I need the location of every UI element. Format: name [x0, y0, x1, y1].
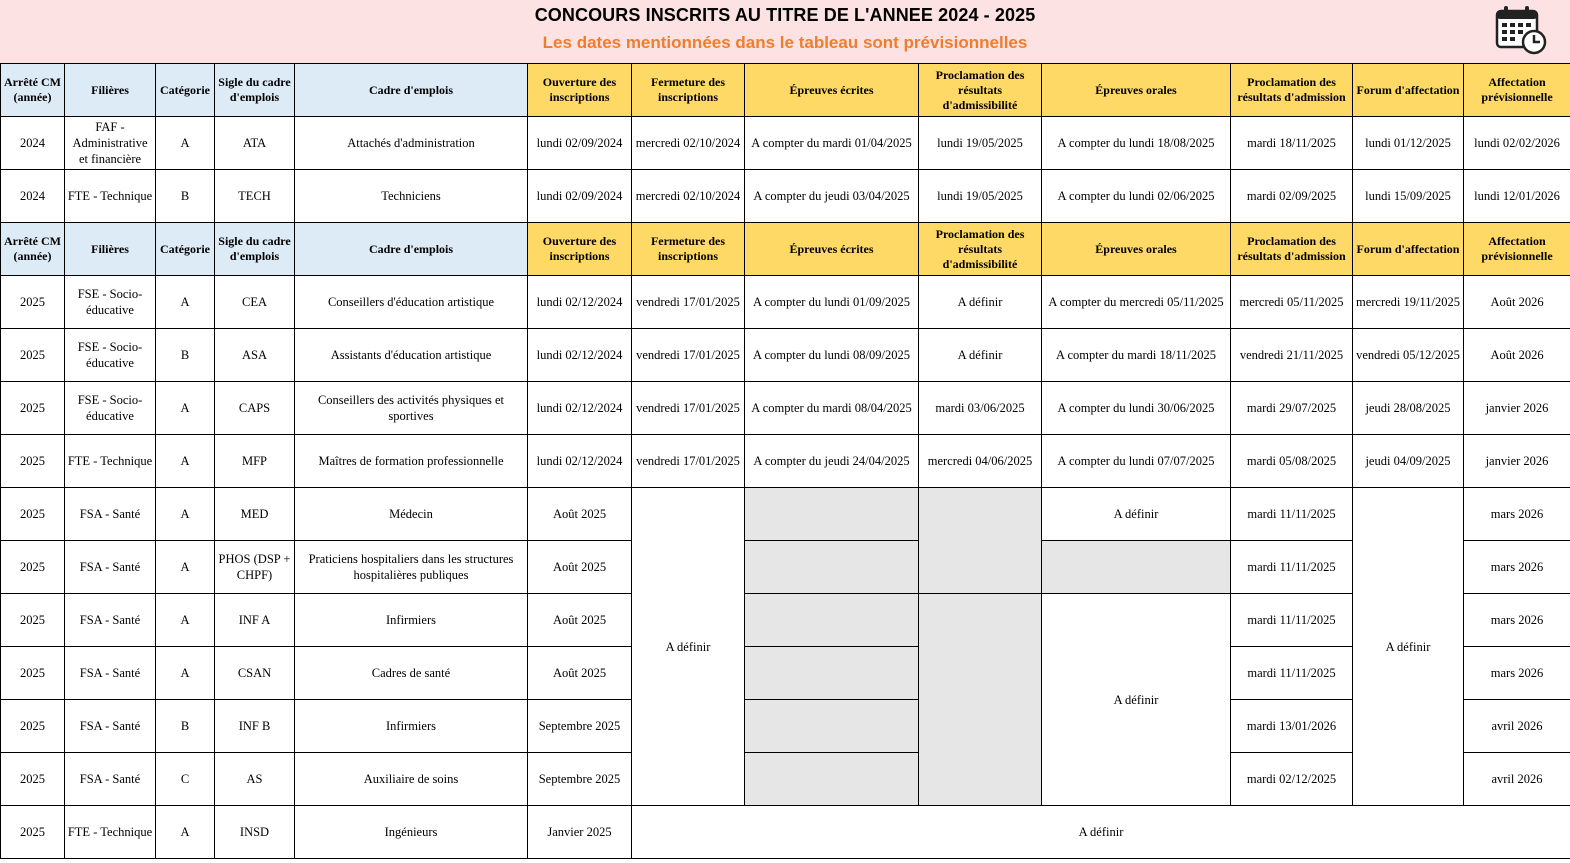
column-header: Arrêté CM (année)	[1, 223, 65, 276]
table-cell: PHOS (DSP + CHPF)	[215, 541, 295, 594]
table-cell: FSA - Santé	[65, 488, 156, 541]
table-cell: Août 2025	[528, 541, 632, 594]
table-row	[1, 488, 1570, 541]
empty-cell	[745, 700, 919, 753]
table-cell: FSA - Santé	[65, 594, 156, 647]
empty-cell	[919, 594, 1042, 806]
table-cell: A	[156, 382, 215, 435]
table-cell: A compter du lundi 08/09/2025	[745, 329, 919, 382]
table-cell: 2025	[1, 276, 65, 329]
table-cell: lundi 02/09/2024	[528, 117, 632, 170]
table-cell: lundi 19/05/2025	[919, 117, 1042, 170]
table-cell: mars 2026	[1464, 488, 1570, 541]
calendar-clock-icon	[1494, 5, 1548, 55]
table-cell: mars 2026	[1464, 647, 1570, 700]
table-cell: 2024	[1, 170, 65, 223]
table-cell: FTE - Technique	[65, 170, 156, 223]
table-cell: mardi 03/06/2025	[919, 382, 1042, 435]
table-cell: mardi 11/11/2025	[1231, 541, 1353, 594]
table-cell: lundi 02/12/2024	[528, 276, 632, 329]
table-cell: B	[156, 700, 215, 753]
table-row	[1, 700, 1570, 753]
table-cell: janvier 2026	[1464, 435, 1570, 488]
table-cell: mercredi 02/10/2024	[632, 117, 745, 170]
table-cell: vendredi 05/12/2025	[1353, 329, 1464, 382]
table-cell: 2024	[1, 117, 65, 170]
table-cell: lundi 01/12/2025	[1353, 117, 1464, 170]
table-cell: A compter du lundi 07/07/2025	[1042, 435, 1231, 488]
table-cell: vendredi 17/01/2025	[632, 435, 745, 488]
table-cell: Maîtres de formation professionnelle	[295, 435, 528, 488]
column-header: Proclamation des résultats d'admission	[1231, 64, 1353, 117]
table-cell: Médecin	[295, 488, 528, 541]
table-cell: FTE - Technique	[65, 806, 156, 859]
column-header: Catégorie	[156, 64, 215, 117]
table-cell: FSE - Socio-éducative	[65, 329, 156, 382]
table-row	[1, 117, 1570, 170]
table-cell: Janvier 2025	[528, 806, 632, 859]
column-header: Cadre d'emplois	[295, 223, 528, 276]
table-row	[1, 382, 1570, 435]
column-header: Affectation prévisionnelle	[1464, 64, 1570, 117]
table-cell: A	[156, 276, 215, 329]
column-header: Fermeture des inscriptions	[632, 223, 745, 276]
table-row	[1, 806, 1570, 859]
merged-cell: A définir	[1042, 488, 1231, 541]
table-cell: mardi 29/07/2025	[1231, 382, 1353, 435]
table-cell: Août 2026	[1464, 276, 1570, 329]
table-cell: A compter du jeudi 03/04/2025	[745, 170, 919, 223]
table-cell: A	[156, 541, 215, 594]
table-cell: mardi 11/11/2025	[1231, 647, 1353, 700]
column-header: Fermeture des inscriptions	[632, 64, 745, 117]
table-cell: A	[156, 647, 215, 700]
table-cell: jeudi 28/08/2025	[1353, 382, 1464, 435]
table-cell: vendredi 17/01/2025	[632, 276, 745, 329]
column-header: Forum d'affectation	[1353, 64, 1464, 117]
table-cell: Praticiens hospitaliers dans les structures hospitalières publiques	[295, 541, 528, 594]
column-header: Épreuves écrites	[745, 223, 919, 276]
page-subtitle: Les dates mentionnées dans le tableau sont prévisionnelles	[542, 33, 1028, 52]
table-cell: mardi 11/11/2025	[1231, 488, 1353, 541]
table-cell: jeudi 04/09/2025	[1353, 435, 1464, 488]
column-header: Épreuves orales	[1042, 64, 1231, 117]
table-row	[1, 276, 1570, 329]
table-row	[1, 170, 1570, 223]
column-header: Arrêté CM (année)	[1, 64, 65, 117]
table-cell: MED	[215, 488, 295, 541]
table-cell: mardi 02/12/2025	[1231, 753, 1353, 806]
table-cell: CEA	[215, 276, 295, 329]
table-cell: Cadres de santé	[295, 647, 528, 700]
header-row	[1, 64, 1570, 117]
column-header: Proclamation des résultats d'admissibilité	[919, 223, 1042, 276]
table-cell: A compter du mercredi 05/11/2025	[1042, 276, 1231, 329]
table-cell: mardi 05/08/2025	[1231, 435, 1353, 488]
table-cell: Infirmiers	[295, 700, 528, 753]
table-cell: vendredi 17/01/2025	[632, 382, 745, 435]
table-cell: CSAN	[215, 647, 295, 700]
merged-cell: A définir	[1353, 488, 1464, 806]
table-cell: A définir	[919, 329, 1042, 382]
column-header: Filières	[65, 223, 156, 276]
table-cell: 2025	[1, 753, 65, 806]
table-cell: avril 2026	[1464, 753, 1570, 806]
column-header: Proclamation des résultats d'admissibilité	[919, 64, 1042, 117]
table-row	[1, 541, 1570, 594]
column-header: Cadre d'emplois	[295, 64, 528, 117]
table-cell: INF A	[215, 594, 295, 647]
table-cell: 2025	[1, 541, 65, 594]
table-cell: A	[156, 435, 215, 488]
merged-cell: A définir	[632, 806, 1570, 859]
table-cell: lundi 02/12/2024	[528, 329, 632, 382]
empty-cell	[919, 488, 1042, 594]
column-header: Ouverture des inscriptions	[528, 223, 632, 276]
table-cell: lundi 02/12/2024	[528, 382, 632, 435]
table-cell: FSA - Santé	[65, 541, 156, 594]
table-cell: mars 2026	[1464, 594, 1570, 647]
column-header: Filières	[65, 64, 156, 117]
table-cell: avril 2026	[1464, 700, 1570, 753]
table-cell: lundi 19/05/2025	[919, 170, 1042, 223]
table-cell: vendredi 21/11/2025	[1231, 329, 1353, 382]
table-cell: FSA - Santé	[65, 700, 156, 753]
empty-cell	[745, 594, 919, 647]
table-cell: FSA - Santé	[65, 753, 156, 806]
table-cell: A	[156, 117, 215, 170]
table-cell: FSE - Socio-éducative	[65, 276, 156, 329]
table-cell: FSE - Socio-éducative	[65, 382, 156, 435]
table-cell: mardi 11/11/2025	[1231, 594, 1353, 647]
table-cell: lundi 15/09/2025	[1353, 170, 1464, 223]
column-header: Épreuves écrites	[745, 64, 919, 117]
table-cell: mars 2026	[1464, 541, 1570, 594]
column-header: Catégorie	[156, 223, 215, 276]
table-cell: A compter du mardi 01/04/2025	[745, 117, 919, 170]
table-cell: mardi 13/01/2026	[1231, 700, 1353, 753]
table-cell: A compter du lundi 18/08/2025	[1042, 117, 1231, 170]
table-cell: Septembre 2025	[528, 753, 632, 806]
table-cell: B	[156, 329, 215, 382]
table-cell: FTE - Technique	[65, 435, 156, 488]
table-cell: Assistants d'éducation artistique	[295, 329, 528, 382]
table-cell: Auxiliaire de soins	[295, 753, 528, 806]
table-cell: Août 2026	[1464, 329, 1570, 382]
column-header: Épreuves orales	[1042, 223, 1231, 276]
empty-cell	[745, 488, 919, 541]
table-cell: A	[156, 806, 215, 859]
table-cell: FSA - Santé	[65, 647, 156, 700]
table-cell: lundi 02/02/2026	[1464, 117, 1570, 170]
table-cell: INSD	[215, 806, 295, 859]
table-cell: mercredi 19/11/2025	[1353, 276, 1464, 329]
table-cell: A compter du jeudi 24/04/2025	[745, 435, 919, 488]
table-cell: vendredi 17/01/2025	[632, 329, 745, 382]
table-cell: A compter du lundi 01/09/2025	[745, 276, 919, 329]
column-header: Sigle du cadre d'emplois	[215, 64, 295, 117]
merged-cell: A définir	[1042, 594, 1231, 806]
table-row	[1, 753, 1570, 806]
table-cell: Septembre 2025	[528, 700, 632, 753]
table-cell: A	[156, 594, 215, 647]
table-cell: lundi 02/09/2024	[528, 170, 632, 223]
table-cell: lundi 02/12/2024	[528, 435, 632, 488]
table-cell: mercredi 05/11/2025	[1231, 276, 1353, 329]
table-cell: C	[156, 753, 215, 806]
table-cell: 2025	[1, 488, 65, 541]
table-cell: Attachés d'administration	[295, 117, 528, 170]
table-cell: A définir	[919, 276, 1042, 329]
page-banner	[0, 0, 1570, 63]
merged-cell: A définir	[632, 488, 745, 806]
table-cell: 2025	[1, 806, 65, 859]
table-cell: Conseillers d'éducation artistique	[295, 276, 528, 329]
table-cell: Août 2025	[528, 647, 632, 700]
table-row	[1, 329, 1570, 382]
table-cell: B	[156, 170, 215, 223]
column-header: Forum d'affectation	[1353, 223, 1464, 276]
table-cell: lundi 12/01/2026	[1464, 170, 1570, 223]
table-cell: INF B	[215, 700, 295, 753]
table-cell: CAPS	[215, 382, 295, 435]
table-cell: Août 2025	[528, 488, 632, 541]
table-cell: 2025	[1, 647, 65, 700]
column-header: Proclamation des résultats d'admission	[1231, 223, 1353, 276]
table-cell: ATA	[215, 117, 295, 170]
table-cell: AS	[215, 753, 295, 806]
table-cell: ASA	[215, 329, 295, 382]
table-cell: mercredi 02/10/2024	[632, 170, 745, 223]
header-row	[1, 223, 1570, 276]
table-cell: A	[156, 488, 215, 541]
column-header: Sigle du cadre d'emplois	[215, 223, 295, 276]
table-cell: mardi 02/09/2025	[1231, 170, 1353, 223]
table-cell: Techniciens	[295, 170, 528, 223]
table-row	[1, 594, 1570, 647]
table-cell: MFP	[215, 435, 295, 488]
table-cell: A compter du lundi 02/06/2025	[1042, 170, 1231, 223]
table-cell: 2025	[1, 700, 65, 753]
empty-cell	[745, 541, 919, 594]
table-row	[1, 435, 1570, 488]
empty-cell	[745, 753, 919, 806]
table-cell: janvier 2026	[1464, 382, 1570, 435]
table-cell: Infirmiers	[295, 594, 528, 647]
table-row	[1, 647, 1570, 700]
table-cell: A compter du lundi 30/06/2025	[1042, 382, 1231, 435]
table-cell: 2025	[1, 329, 65, 382]
table-cell: mardi 18/11/2025	[1231, 117, 1353, 170]
empty-cell	[745, 647, 919, 700]
column-header: Affectation prévisionnelle	[1464, 223, 1570, 276]
table-cell: Ingénieurs	[295, 806, 528, 859]
page-title: CONCOURS INSCRITS AU TITRE DE L'ANNEE 2024 - 2025	[534, 5, 1036, 25]
table-cell: mercredi 04/06/2025	[919, 435, 1042, 488]
table-cell: Août 2025	[528, 594, 632, 647]
table-cell: 2025	[1, 435, 65, 488]
table-cell: FAF - Administrative et financière	[65, 117, 156, 170]
table-cell: Conseillers des activités physiques et sportives	[295, 382, 528, 435]
column-header: Ouverture des inscriptions	[528, 64, 632, 117]
table-cell: 2025	[1, 594, 65, 647]
table-cell: A compter du mardi 18/11/2025	[1042, 329, 1231, 382]
table-cell: 2025	[1, 382, 65, 435]
table-cell: A compter du mardi 08/04/2025	[745, 382, 919, 435]
table-cell: TECH	[215, 170, 295, 223]
empty-cell	[1042, 541, 1231, 594]
concours-table	[0, 63, 1570, 859]
